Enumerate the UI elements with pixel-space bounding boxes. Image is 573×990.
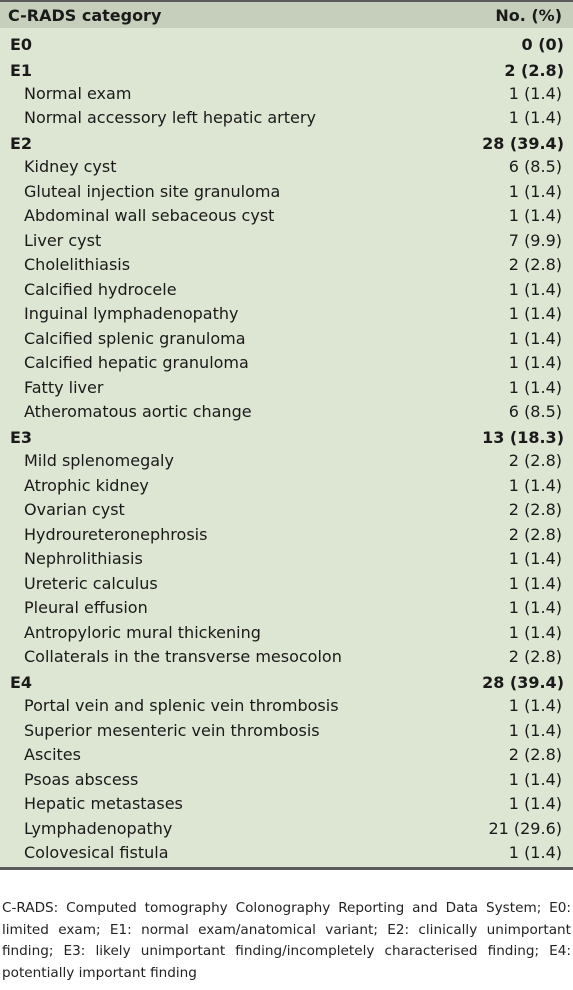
table-header: [0, 0, 573, 28]
category-label: E0: [10, 34, 33, 54]
finding-label: Normal accessory left hepatic artery: [24, 108, 316, 128]
finding-label: Mild splenomegaly: [24, 451, 174, 471]
finding-value: 2 (2.8): [508, 500, 562, 520]
finding-value: 1 (1.4): [508, 206, 562, 226]
finding-row: [0, 547, 573, 572]
finding-value: 21 (29.6): [488, 818, 562, 838]
finding-label: Pleural effusion: [24, 598, 148, 618]
finding-row: [0, 81, 573, 106]
finding-label: Calcified splenic granuloma: [24, 328, 246, 348]
finding-value: 1 (1.4): [508, 696, 562, 716]
category-value: 13 (18.3): [482, 428, 564, 448]
finding-value: 1 (1.4): [508, 304, 562, 324]
finding-row: [0, 473, 573, 498]
finding-value: 1 (1.4): [508, 328, 562, 348]
category-label: E2: [10, 134, 33, 154]
finding-row: [0, 498, 573, 523]
finding-value: 1 (1.4): [508, 720, 562, 740]
category-value: 28 (39.4): [482, 673, 564, 693]
finding-label: Antropyloric mural thickening: [24, 622, 261, 642]
finding-label: Hepatic metastases: [24, 794, 183, 814]
finding-label: Abdominal wall sebaceous cyst: [24, 206, 275, 226]
finding-value: 1 (1.4): [508, 549, 562, 569]
table-body: [0, 28, 573, 870]
header-value: No. (%): [495, 5, 562, 25]
finding-value: 1 (1.4): [508, 181, 562, 201]
finding-label: Gluteal injection site granuloma: [24, 181, 281, 201]
finding-value: 1 (1.4): [508, 377, 562, 397]
header-category: C-RADS category: [8, 5, 162, 25]
finding-label: Nephrolithiasis: [24, 549, 143, 569]
finding-value: 2 (2.8): [508, 524, 562, 544]
finding-row: [0, 596, 573, 621]
category-label: E3: [10, 428, 33, 448]
finding-label: Kidney cyst: [24, 157, 117, 177]
finding-value: 1 (1.4): [508, 279, 562, 299]
finding-label: Ascites: [24, 745, 81, 765]
finding-row: [0, 155, 573, 180]
finding-row: [0, 792, 573, 817]
finding-row: [0, 522, 573, 547]
table-footnote: C-RADS: Computed tomography Colonography Reporting and Data System; E0: limited exam; E1: normal exam/anatomical variant; E2: clinically unimportant finding; E3: likely unimportant finding/incompletely characterised finding; E4: potentially important finding: [2, 900, 571, 981]
finding-label: Hydroureteronephrosis: [24, 524, 208, 544]
finding-row: [0, 302, 573, 327]
finding-value: 1 (1.4): [508, 598, 562, 618]
finding-value: 1 (1.4): [508, 573, 562, 593]
finding-label: Calcified hepatic granuloma: [24, 353, 249, 373]
finding-row: [0, 841, 573, 866]
finding-label: Atheromatous aortic change: [24, 402, 252, 422]
finding-label: Colovesical fistula: [24, 843, 169, 863]
finding-row: [0, 351, 573, 376]
finding-row: [0, 620, 573, 645]
finding-value: 1 (1.4): [508, 622, 562, 642]
finding-value: 1 (1.4): [508, 108, 562, 128]
finding-label: Superior mesenteric vein thrombosis: [24, 720, 320, 740]
finding-row: [0, 645, 573, 670]
finding-row: [0, 277, 573, 302]
finding-value: 1 (1.4): [508, 353, 562, 373]
finding-row: [0, 228, 573, 253]
finding-label: Normal exam: [24, 83, 132, 103]
finding-row: [0, 743, 573, 768]
finding-label: Atrophic kidney: [24, 475, 149, 495]
finding-row: [0, 204, 573, 229]
finding-label: Inguinal lymphadenopathy: [24, 304, 239, 324]
finding-row: [0, 179, 573, 204]
category-value: 2 (2.8): [504, 60, 564, 80]
category-row: [0, 130, 573, 155]
category-row: [0, 424, 573, 449]
category-row: [0, 57, 573, 82]
finding-value: 1 (1.4): [508, 794, 562, 814]
finding-label: Portal vein and splenic vein thrombosis: [24, 696, 339, 716]
finding-label: Liver cyst: [24, 230, 102, 250]
finding-value: 1 (1.4): [508, 843, 562, 863]
finding-value: 6 (8.5): [508, 157, 562, 177]
finding-row: [0, 326, 573, 351]
finding-row: [0, 767, 573, 792]
finding-row: [0, 449, 573, 474]
finding-row: [0, 718, 573, 743]
finding-row: [0, 816, 573, 841]
finding-row: [0, 571, 573, 596]
category-row: [0, 32, 573, 57]
finding-row: [0, 253, 573, 278]
finding-row: [0, 694, 573, 719]
finding-value: 2 (2.8): [508, 451, 562, 471]
finding-value: 2 (2.8): [508, 255, 562, 275]
finding-label: Cholelithiasis: [24, 255, 131, 275]
category-label: E1: [10, 60, 33, 80]
category-value: 28 (39.4): [482, 134, 564, 154]
category-row: [0, 669, 573, 694]
finding-label: Ureteric calculus: [24, 573, 158, 593]
category-value: 0 (0): [521, 34, 564, 54]
finding-value: 2 (2.8): [508, 647, 562, 667]
finding-value: 1 (1.4): [508, 769, 562, 789]
finding-label: Fatty liver: [24, 377, 104, 397]
finding-label: Ovarian cyst: [24, 500, 125, 520]
finding-row: [0, 375, 573, 400]
finding-value: 1 (1.4): [508, 83, 562, 103]
finding-row: [0, 400, 573, 425]
finding-label: Lymphadenopathy: [24, 818, 173, 838]
finding-value: 2 (2.8): [508, 745, 562, 765]
category-label: E4: [10, 673, 33, 693]
finding-label: Calcified hydrocele: [24, 279, 177, 299]
finding-label: Psoas abscess: [24, 769, 139, 789]
finding-value: 7 (9.9): [508, 230, 562, 250]
finding-label: Collaterals in the transverse mesocolon: [24, 647, 342, 667]
finding-value: 1 (1.4): [508, 475, 562, 495]
finding-row: [0, 106, 573, 131]
finding-value: 6 (8.5): [508, 402, 562, 422]
